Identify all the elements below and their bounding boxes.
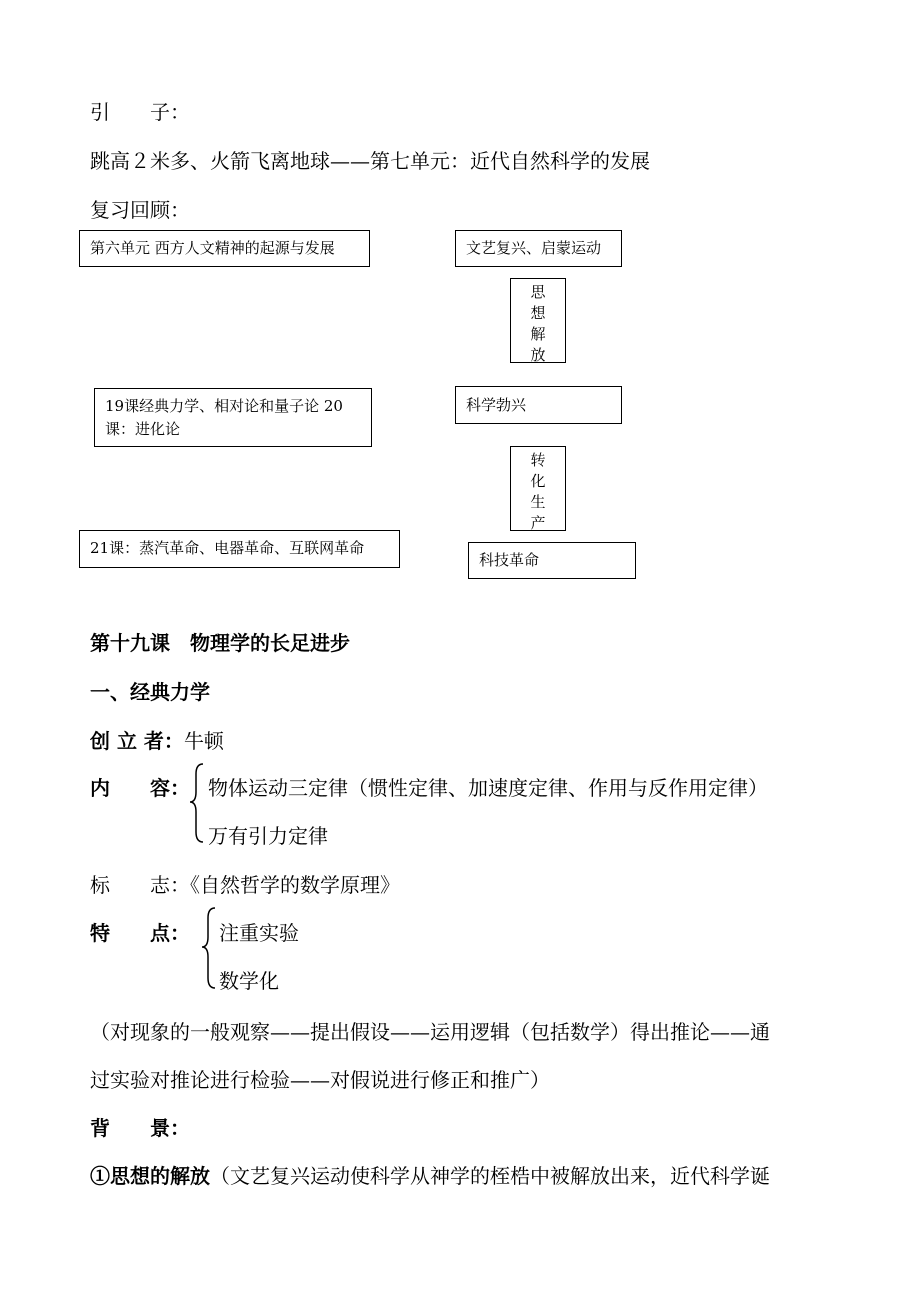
founder-label: 创 立 者： [90,729,184,753]
vbox-transform-char: 化 [530,472,546,490]
content-item: 万有引力定律 [208,824,328,848]
vbox-liberation [510,278,566,363]
box-renaissance: 文艺复兴、启蒙运动 [455,230,622,267]
review-label: 复习回顾： [90,198,190,222]
mark-label: 标 志： [90,873,190,897]
intro-label: 引 子： [90,100,190,124]
content-item: 物体运动三定律（惯性定律、加速度定律、作用与反作用定律） [208,776,768,800]
box-lesson19-20: 19课经典力学、相对论和量子论 20课：进化论 [94,388,372,447]
vbox-liberation-char: 放 [530,346,546,364]
box-unit6: 第六单元 西方人文精神的起源与发展 [79,230,370,267]
method-line: 过实验对推论进行检验——对假说进行修正和推广） [90,1068,550,1092]
feature-item: 注重实验 [219,921,299,945]
intro-line: 跳高２米多、火箭飞离地球——第七单元：近代自然科学的发展 [90,149,650,173]
vbox-liberation-char: 思 [530,283,546,301]
vbox-transform [510,446,566,531]
background-item [90,1164,770,1188]
background-label: 背 景： [90,1116,190,1140]
content-label: 内 容： [90,776,190,800]
vbox-liberation-char: 想 [530,304,546,322]
box-tech-revolution: 科技革命 [468,542,636,579]
mark-value: 《自然哲学的数学原理》 [190,873,400,897]
vbox-liberation-char: 解 [530,325,546,343]
lesson-title: 第十九课 物理学的长足进步 [90,631,350,655]
feature-label: 特 点： [90,921,190,945]
section-heading: 一、经典力学 [90,680,210,704]
box-lesson21: 21课：蒸汽革命、电器革命、互联网革命 [79,530,400,568]
feature-brace [200,906,218,990]
mark-row [90,873,400,897]
founder-value: 牛顿 [183,729,224,753]
vbox-transform-char: 转 [530,451,546,469]
background-item-text: （文艺复兴运动使科学从神学的桎梏中被解放出来，近代科学诞 [210,1164,770,1188]
content-brace [188,762,206,844]
feature-item: 数学化 [219,969,279,993]
background-item-title: ①思想的解放 [90,1164,210,1188]
founder-row [90,729,224,753]
vbox-transform-char: 产 [530,514,546,532]
method-line: （对现象的一般观察——提出假设——运用逻辑（包括数学）得出推论——通 [90,1020,770,1044]
box-science-rise: 科学勃兴 [455,386,622,424]
vbox-transform-char: 生 [530,493,546,511]
